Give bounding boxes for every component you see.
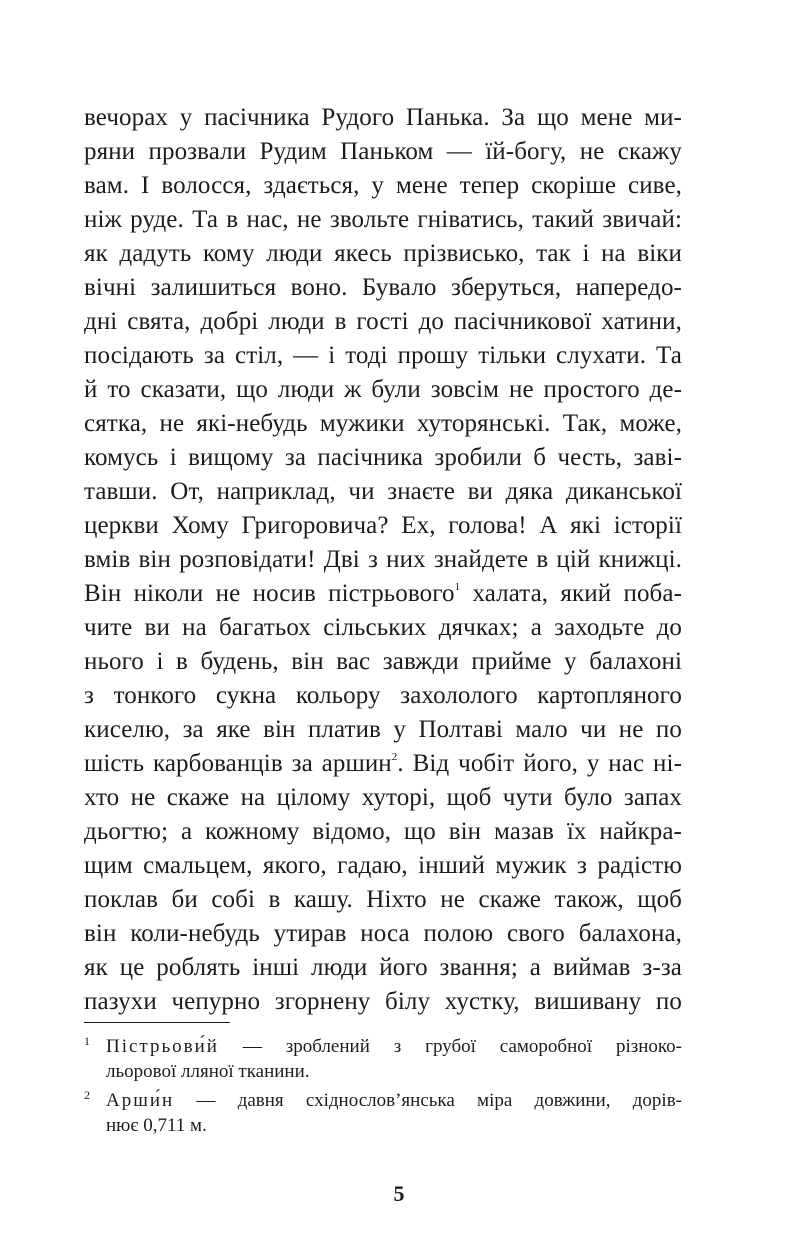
text-line: чите ви на багатьох сільських дячках; а заходьте до: [84, 614, 682, 641]
text-line: ряни прозвали Рудим Паньком — їй-богу, не скажу: [84, 138, 682, 165]
text-line: як це роблять інші люди його звання; а виймав з-за: [84, 954, 682, 981]
text-line: й то сказати, що люди ж були зовсім не простого де-: [84, 376, 682, 403]
footnote-2-line-2: нює 0,711 м.: [106, 1115, 207, 1136]
footnote-separator: [84, 1022, 230, 1023]
text-segment: Він ніколи не носив пістрьового: [84, 580, 455, 607]
text-line: тавши. От, наприклад, чи знаєте ви дяка диканської: [84, 478, 682, 505]
text-line: нього і в будень, він вас завжди прийме у балахоні: [84, 648, 682, 675]
footnote-2-line-1: [106, 1088, 682, 1113]
footnote-1-line-1: [106, 1034, 682, 1059]
text-line: дні свята, добрі люди в гості до пасічникової хатини,: [84, 308, 682, 335]
text-line: сятка, не які-небудь мужики хуторянські. Так, може,: [84, 410, 682, 437]
text-segment: халата, який поба-: [460, 580, 683, 607]
text-line: вічні залишиться воно. Бувало зберуться, напередо-: [84, 274, 682, 301]
text-segment: . Від чобіт його, у нас ні-: [397, 750, 682, 777]
footnote-definition: — давня східнослов’янська міра довжини, дорів-: [174, 1090, 682, 1111]
text-line: він коли-небудь утирав носа полою свого балахона,: [84, 920, 682, 947]
page-number: 5: [393, 1181, 405, 1206]
text-line: пазухи чепурно згорнену білу хустку, вишивану по: [84, 988, 682, 1015]
text-line: щим смальцем, якого, гадаю, інший мужик з радістю: [84, 852, 682, 879]
footnote-marker-1: 1: [454, 581, 461, 593]
footnote-term: Пістрьови́й: [106, 1036, 219, 1057]
text-line: вам. І волосся, здається, у мене тепер скоріше сиве,: [84, 172, 682, 199]
text-line-with-footnote-1: [84, 578, 682, 610]
text-line: комусь і вищому за пасічника зробили б честь, заві-: [84, 444, 682, 471]
text-line: посідають за стіл, — і тоді прошу тільки слухати. Та: [84, 342, 682, 369]
footnote-definition: — зроблений з грубої саморобної різноко-: [218, 1036, 682, 1057]
footnote-marker-2: 2: [391, 751, 398, 763]
text-line: хто не скаже на цілому хуторі, щоб чути було запах: [84, 784, 682, 811]
footnote-term: Арши́н: [106, 1090, 175, 1111]
text-line: церкви Хому Григоровича? Ех, голова! А які історії: [84, 512, 682, 539]
text-line: вмів він розповідати! Дві з них знайдете в цій книжці.: [84, 546, 682, 573]
text-line: дьогтю; а кожному відомо, що він мазав їх найкра-: [84, 818, 682, 845]
footnote-number-2: 2: [84, 1088, 90, 1102]
text-line: киселю, за яке він платив у Полтаві мало чи не по: [84, 716, 682, 743]
text-line: вечорах у пасічника Рудого Панька. За що мене ми-: [84, 104, 682, 131]
footnote-1-line-2: льорової лляної тканини.: [106, 1061, 310, 1082]
text-line: як дадуть кому люди якесь прізвисько, так і на віки: [84, 240, 682, 267]
text-segment: шість карбованців за аршин: [84, 750, 392, 777]
text-line: ніж руде. Та в нас, не звольте гніватись, такий звичай:: [84, 206, 682, 233]
text-line-with-footnote-2: [84, 748, 682, 780]
text-line: поклав би собі в кашу. Ніхто не скаже також, щоб: [84, 886, 682, 913]
text-line: з тонкого сукна кольору захололого картопляного: [84, 682, 682, 709]
footnote-number-1: 1: [84, 1034, 90, 1048]
